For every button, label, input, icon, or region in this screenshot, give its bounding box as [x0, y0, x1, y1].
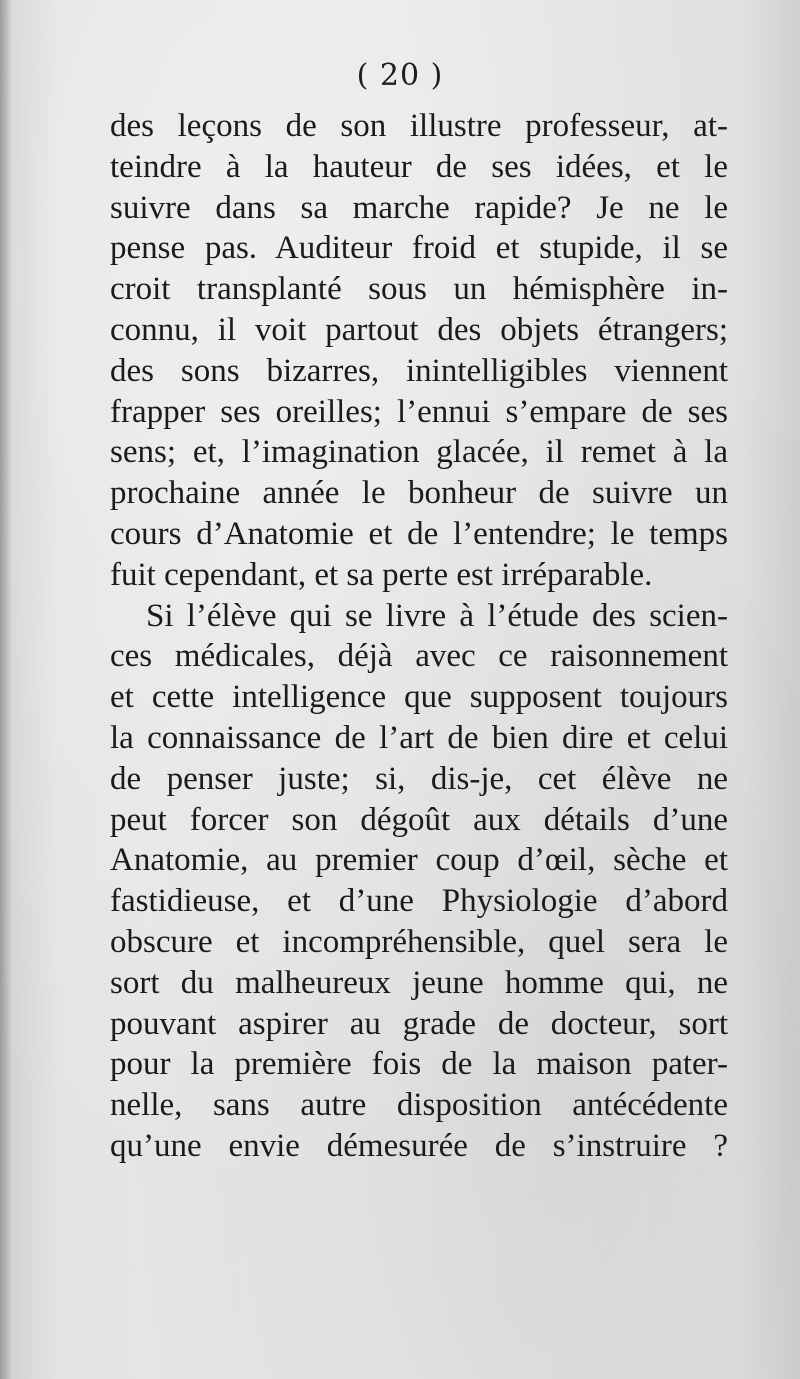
text-line: des sons bizarres, inintelligibles viennent — [110, 352, 728, 389]
text-line: des leçons de son illustre professeur, at- — [110, 108, 728, 144]
text-line: connu, il voit partout des objets étrangers; — [110, 311, 728, 348]
text-line: fastidieuse, et d’une Physiologie d’abord — [110, 883, 728, 920]
text-line: la connaissance de l’art de bien dire et celui — [110, 719, 728, 756]
text-line: sens; et, l’imagination glacée, il remet à la — [110, 434, 728, 471]
text-line: cours d’Anatomie et de l’entendre; le temps — [110, 515, 728, 552]
page-number: ( 20 ) — [356, 58, 444, 93]
page-edge-shadow — [0, 0, 12, 1379]
text-line: teindre à la hauteur de ses idées, et le — [110, 148, 728, 185]
text-line: qu’une envie démesurée de s’instruire ? — [110, 1127, 728, 1164]
text-line: prochaine année le bonheur de suivre un — [110, 475, 728, 512]
text-line: pense pas. Auditeur froid et stupide, il se — [110, 230, 728, 267]
text-line: pour la première fois de la maison pater- — [110, 1046, 728, 1083]
text-line: de penser juste; si, dis-je, cet élève ne — [110, 760, 728, 797]
text-line: suivre dans sa marche rapide? Je ne le — [110, 189, 728, 226]
text-line: peut forcer son dégoût aux détails d’une — [110, 801, 728, 838]
text-line: ces médicales, déjà avec ce raisonnement — [110, 638, 728, 675]
text-line: obscure et incompréhensible, quel sera le — [110, 923, 728, 960]
text-line: et cette intelligence que supposent toujours — [110, 679, 728, 716]
paragraph-end-line: fuit cependant, et sa perte est irréparable. — [110, 556, 653, 593]
text-line: sort du malheureux jeune homme qui, ne — [110, 964, 728, 1001]
text-line: croit transplanté sous un hémisphère in- — [110, 271, 728, 308]
body-text — [110, 106, 728, 1167]
text-line: nelle, sans autre disposition antécédente — [110, 1087, 728, 1124]
text-line: frapper ses oreilles; l’ennui s’empare de ses — [110, 393, 728, 430]
text-line: pouvant aspirer au grade de docteur, sort — [110, 1005, 728, 1042]
text-line: Anatomie, au premier coup d’œil, sèche et — [110, 842, 728, 879]
paragraph-start-line: Si l’élève qui se livre à l’étude des scien- — [146, 597, 728, 634]
